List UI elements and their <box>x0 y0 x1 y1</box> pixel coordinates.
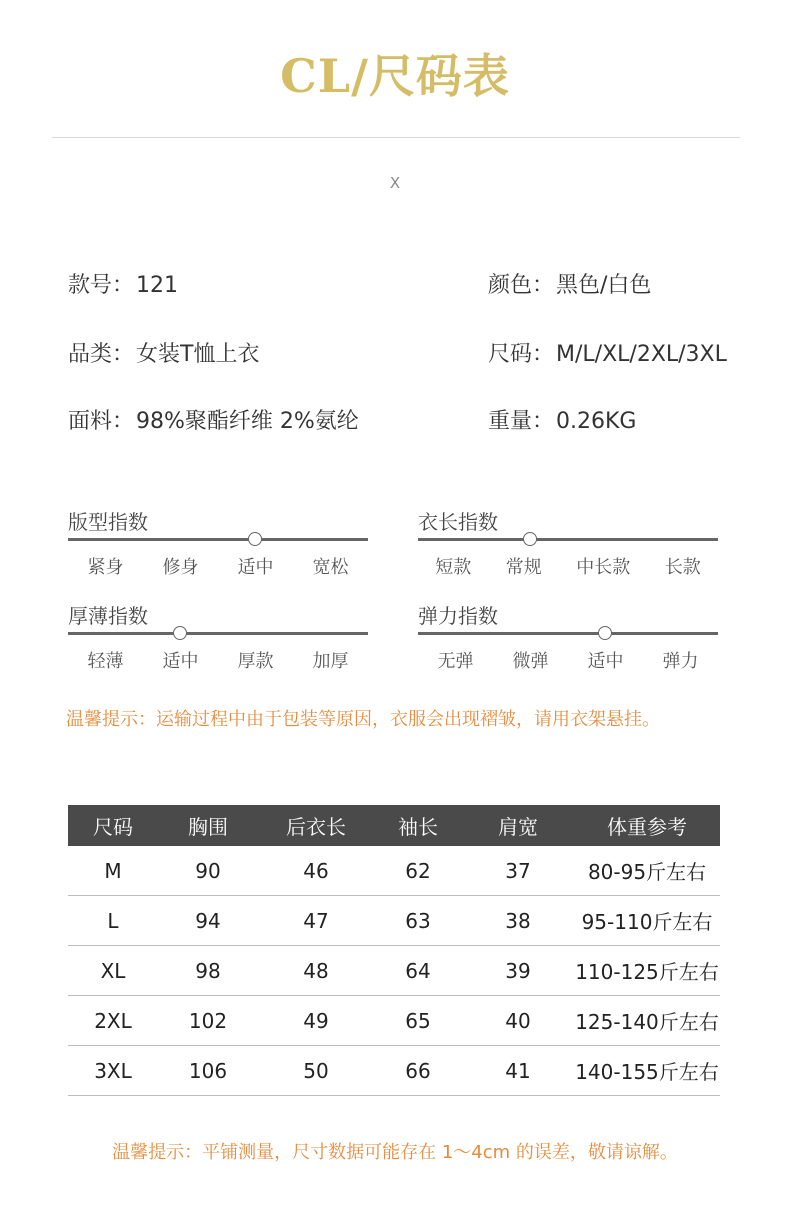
spec-weight-label: 重量： <box>488 409 555 434</box>
cell-size: M <box>68 846 158 896</box>
size-table <box>68 805 720 1096</box>
cell-shoulder: 40 <box>462 996 574 1046</box>
header-cell: 肩宽 <box>462 805 574 846</box>
elasticity-index-title: 弹力指数 <box>418 604 498 628</box>
length-index-option: 中长款 <box>576 557 631 578</box>
title-divider <box>52 137 740 138</box>
elasticity-index-options <box>418 647 718 673</box>
thickness-index-option: 加厚 <box>312 651 349 672</box>
cell-shoulder: 39 <box>462 946 574 996</box>
spec-fabric-value: 98%聚酯纤维 2%氨纶 <box>136 409 359 434</box>
length-index-title: 衣长指数 <box>418 510 498 534</box>
thickness-index-option: 轻薄 <box>87 651 124 672</box>
shipping-tip: 温馨提示：运输过程中由于包装等原因，衣服会出现褶皱，请用衣架悬挂。 <box>66 709 660 730</box>
length-index-knob <box>523 532 537 546</box>
measurement-tip: 温馨提示：平铺测量，尺寸数据可能存在 1～4cm 的误差，敬请谅解。 <box>112 1142 678 1163</box>
length-index-option: 长款 <box>664 557 701 578</box>
cell-weight: 125-140斤左右 <box>574 996 720 1046</box>
spec-category-label: 品类： <box>68 342 135 367</box>
length-index-option: 常规 <box>505 557 542 578</box>
cell-size: 2XL <box>68 996 158 1046</box>
spec-color-value: 黑色/白色 <box>556 273 652 298</box>
cell-weight: 80-95斤左右 <box>574 846 720 896</box>
spec-color <box>488 268 651 299</box>
length-index-bar <box>418 538 718 541</box>
thickness-index-bar <box>68 632 368 635</box>
cell-sleeve: 64 <box>374 946 462 996</box>
cell-sleeve: 65 <box>374 996 462 1046</box>
fit-index-title: 版型指数 <box>68 510 148 534</box>
cell-sleeve: 62 <box>374 846 462 896</box>
spec-sizes <box>488 337 727 368</box>
fit-index-knob <box>248 532 262 546</box>
cell-shoulder: 41 <box>462 1046 574 1096</box>
cell-weight: 110-125斤左右 <box>574 946 720 996</box>
cell-chest: 98 <box>158 946 258 996</box>
spec-color-label: 颜色： <box>488 273 555 298</box>
fit-index-option: 宽松 <box>312 557 349 578</box>
cell-sleeve: 63 <box>374 896 462 946</box>
cell-shoulder: 37 <box>462 846 574 896</box>
fit-index-option: 修身 <box>162 557 199 578</box>
elasticity-index-bar <box>418 632 718 635</box>
cell-chest: 102 <box>158 996 258 1046</box>
cell-sleeve: 66 <box>374 1046 462 1096</box>
elasticity-index-option: 弹力 <box>662 651 699 672</box>
cell-length: 48 <box>258 946 374 996</box>
cell-shoulder: 38 <box>462 896 574 946</box>
cell-length: 46 <box>258 846 374 896</box>
spec-sizes-label: 尺码： <box>488 342 555 367</box>
page-title: CL/尺码表 <box>280 49 510 103</box>
table-row <box>68 946 720 996</box>
header-cell: 尺码 <box>68 805 158 846</box>
cell-chest: 106 <box>158 1046 258 1096</box>
cell-size: L <box>68 896 158 946</box>
elasticity-index-option: 适中 <box>587 651 624 672</box>
cell-chest: 90 <box>158 846 258 896</box>
spec-fabric-label: 面料： <box>68 409 135 434</box>
thickness-index-options <box>68 647 368 673</box>
thickness-index-option: 厚款 <box>237 651 274 672</box>
fit-index-option: 紧身 <box>87 557 124 578</box>
cell-size: 3XL <box>68 1046 158 1096</box>
spec-style-no-label: 款号： <box>68 273 135 298</box>
thickness-index-option: 适中 <box>162 651 199 672</box>
cell-length: 47 <box>258 896 374 946</box>
table-row <box>68 1046 720 1096</box>
spec-style-no <box>68 268 178 299</box>
fit-index-options <box>68 553 368 579</box>
header-cell: 体重参考 <box>574 805 720 846</box>
spec-weight-value: 0.26KG <box>556 409 637 434</box>
elasticity-index-option: 无弹 <box>437 651 474 672</box>
cell-weight: 95-110斤左右 <box>574 896 720 946</box>
length-index-options <box>418 553 718 579</box>
spec-weight <box>488 404 636 435</box>
table-row <box>68 996 720 1046</box>
table-row <box>68 846 720 896</box>
elasticity-index-option: 微弹 <box>512 651 549 672</box>
cell-weight: 140-155斤左右 <box>574 1046 720 1096</box>
spec-fabric <box>68 404 359 435</box>
length-index-option: 短款 <box>435 557 472 578</box>
spec-category-value: 女装T恤上衣 <box>136 342 260 367</box>
cell-length: 49 <box>258 996 374 1046</box>
elasticity-index-knob <box>598 626 612 640</box>
header-cell: 袖长 <box>374 805 462 846</box>
cell-size: XL <box>68 946 158 996</box>
header-cell: 胸围 <box>158 805 258 846</box>
x-mark: X <box>389 174 401 192</box>
spec-style-no-value: 121 <box>136 273 179 298</box>
cell-chest: 94 <box>158 896 258 946</box>
fit-index-bar <box>68 538 368 541</box>
thickness-index-knob <box>173 626 187 640</box>
spec-sizes-value: M/L/XL/2XL/3XL <box>556 342 727 367</box>
fit-index-option: 适中 <box>237 557 274 578</box>
thickness-index-title: 厚薄指数 <box>68 604 148 628</box>
table-row <box>68 896 720 946</box>
size-table-header <box>68 805 720 846</box>
spec-category <box>68 337 259 368</box>
cell-length: 50 <box>258 1046 374 1096</box>
header-cell: 后衣长 <box>258 805 374 846</box>
